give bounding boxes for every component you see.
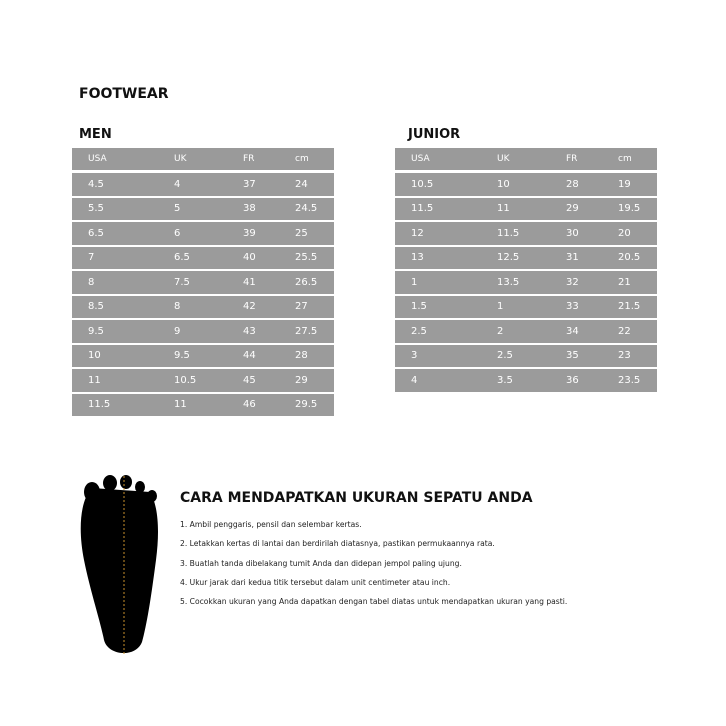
table-cell: 33 — [550, 295, 618, 320]
table-cell: 1 — [395, 270, 481, 295]
table-cell: 11 — [72, 368, 158, 393]
column-header: FR — [227, 148, 295, 172]
table-cell: 8.5 — [72, 295, 158, 320]
table-row — [72, 246, 334, 271]
table-cell: 29 — [295, 368, 334, 393]
step: 5. Cocokkan ukuran yang Anda dapatkan dengan tabel diatas untuk mendapatkan ukuran yang pasti. — [180, 597, 568, 607]
table-row — [395, 368, 657, 393]
table-row — [395, 295, 657, 320]
table-cell: 23 — [618, 344, 657, 369]
table-row — [72, 393, 334, 418]
table-cell: 9.5 — [72, 319, 158, 344]
table-cell: 40 — [227, 246, 295, 271]
junior-heading: JUNIOR — [408, 127, 461, 142]
table-cell: 25.5 — [295, 246, 334, 271]
table-cell: 2.5 — [395, 319, 481, 344]
header-row — [395, 148, 657, 172]
table-cell: 23.5 — [618, 368, 657, 393]
table-cell: 26.5 — [295, 270, 334, 295]
table-cell: 44 — [227, 344, 295, 369]
step: 4. Ukur jarak dari kedua titik tersebut dalam unit centimeter atau inch. — [180, 577, 451, 587]
table-row — [395, 197, 657, 222]
table-cell: 13.5 — [481, 270, 550, 295]
table-cell: 2 — [481, 319, 550, 344]
table-cell: 4 — [395, 368, 481, 393]
table-cell: 43 — [227, 319, 295, 344]
step: 3. Buatlah tanda dibelakang tumit Anda dan didepan jempol paling ujung. — [180, 558, 462, 568]
table-cell: 9.5 — [158, 344, 227, 369]
table-cell: 19.5 — [618, 197, 657, 222]
table-row — [395, 221, 657, 246]
table-cell: 6.5 — [158, 246, 227, 271]
table-cell: 28 — [295, 344, 334, 369]
how-to-title: CARA MENDAPATKAN UKURAN SEPATU ANDA — [180, 490, 533, 506]
how-to-measure — [180, 490, 567, 616]
step: 1. Ambil penggaris, pensil dan selembar kertas. — [180, 520, 362, 529]
table-cell: 24 — [295, 172, 334, 197]
table-row — [395, 246, 657, 271]
table-cell: 35 — [550, 344, 618, 369]
table-cell: 25 — [295, 221, 334, 246]
column-header: USA — [395, 148, 481, 172]
table-cell: 10.5 — [395, 172, 481, 197]
table-cell: 5 — [158, 197, 227, 222]
table-cell: 30 — [550, 221, 618, 246]
table-cell: 11.5 — [395, 197, 481, 222]
column-header: UK — [481, 148, 550, 172]
table-cell: 32 — [550, 270, 618, 295]
table-cell: 8 — [158, 295, 227, 320]
column-header: USA — [72, 148, 158, 172]
table-cell: 31 — [550, 246, 618, 271]
table-cell: 12.5 — [481, 246, 550, 271]
table-cell: 5.5 — [72, 197, 158, 222]
table-row — [72, 172, 334, 197]
junior-size-table — [395, 148, 657, 394]
table-cell: 37 — [227, 172, 295, 197]
table-cell: 20 — [618, 221, 657, 246]
table-cell: 19 — [618, 172, 657, 197]
table-row — [395, 319, 657, 344]
table-cell: 9 — [158, 319, 227, 344]
table-cell: 3.5 — [481, 368, 550, 393]
column-header: UK — [158, 148, 227, 172]
table-cell: 11 — [481, 197, 550, 222]
table-row — [395, 270, 657, 295]
table-cell: 39 — [227, 221, 295, 246]
table-cell: 10 — [481, 172, 550, 197]
column-header: cm — [295, 148, 334, 172]
table-cell: 36 — [550, 368, 618, 393]
table-row — [72, 270, 334, 295]
table-cell: 29.5 — [295, 393, 334, 418]
table-row — [395, 172, 657, 197]
table-cell: 3 — [395, 344, 481, 369]
table-cell: 24.5 — [295, 197, 334, 222]
table-cell: 21.5 — [618, 295, 657, 320]
table-row — [72, 319, 334, 344]
header-row — [72, 148, 334, 172]
table-cell: 21 — [618, 270, 657, 295]
table-cell: 11.5 — [481, 221, 550, 246]
table-row — [72, 368, 334, 393]
table-cell: 41 — [227, 270, 295, 295]
table-row — [72, 295, 334, 320]
table-cell: 8 — [72, 270, 158, 295]
table-cell: 13 — [395, 246, 481, 271]
table-cell: 10.5 — [158, 368, 227, 393]
column-header: FR — [550, 148, 618, 172]
table-row — [72, 197, 334, 222]
table-cell: 7.5 — [158, 270, 227, 295]
table-cell: 34 — [550, 319, 618, 344]
column-header: cm — [618, 148, 657, 172]
table-cell: 28 — [550, 172, 618, 197]
table-cell: 6 — [158, 221, 227, 246]
table-cell: 10 — [72, 344, 158, 369]
table-cell: 4.5 — [72, 172, 158, 197]
table-cell: 27.5 — [295, 319, 334, 344]
table-cell: 1.5 — [395, 295, 481, 320]
table-cell: 7 — [72, 246, 158, 271]
page-title: FOOTWEAR — [79, 86, 169, 102]
table-cell: 29 — [550, 197, 618, 222]
table-row — [72, 221, 334, 246]
foot-illustration-icon — [70, 470, 170, 660]
table-cell: 1 — [481, 295, 550, 320]
step: 2. Letakkan kertas di lantai dan berdirilah diatasnya, pastikan permukaannya rata. — [180, 539, 495, 549]
men-heading: MEN — [79, 127, 112, 142]
table-cell: 11.5 — [72, 393, 158, 418]
table-cell: 46 — [227, 393, 295, 418]
table-cell: 27 — [295, 295, 334, 320]
table-row — [395, 344, 657, 369]
table-cell: 4 — [158, 172, 227, 197]
table-cell: 12 — [395, 221, 481, 246]
table-cell: 22 — [618, 319, 657, 344]
table-cell: 6.5 — [72, 221, 158, 246]
table-cell: 45 — [227, 368, 295, 393]
table-cell: 42 — [227, 295, 295, 320]
table-cell: 11 — [158, 393, 227, 418]
table-row — [72, 344, 334, 369]
men-size-table — [72, 148, 334, 418]
table-cell: 20.5 — [618, 246, 657, 271]
table-cell: 38 — [227, 197, 295, 222]
table-cell: 2.5 — [481, 344, 550, 369]
